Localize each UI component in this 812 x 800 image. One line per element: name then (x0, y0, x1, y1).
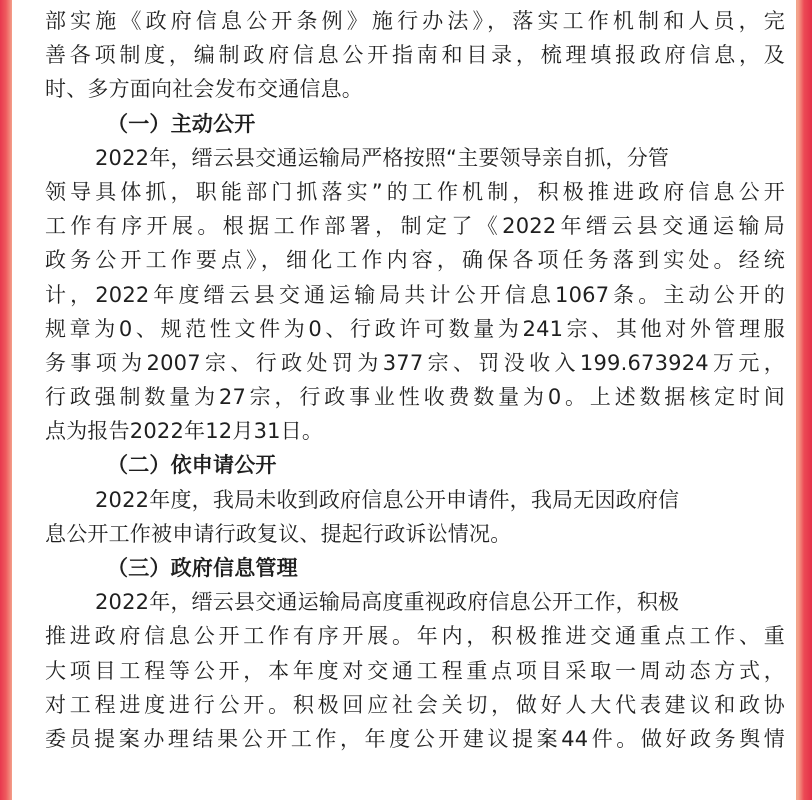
paragraph-line: 行政强制数量为27宗，行政事业性收费数量为0。上述数据核定时间 (45, 385, 785, 410)
paragraph-line: 政务公开工作要点》，细化工作内容，确保各项任务落到实处。经统 (45, 248, 785, 273)
document-body (45, 4, 785, 756)
paragraph-line: 点为报告2022年12月31日。 (45, 419, 324, 444)
paragraph-line: 务事项为2007宗、行政处罚为377宗、罚没收入199.673924万元， (45, 350, 785, 375)
paragraph-line: 善各项制度，编制政府信息公开指南和目录，梳理填报政府信息，及 (45, 43, 785, 68)
document-page (12, 0, 796, 800)
paragraph-line: 大项目工程等公开，本年度对交通工程重点项目采取一周动态方式， (45, 658, 785, 683)
paragraph-line: 2022年，缙云县交通运输局高度重视政府信息公开工作，积极 (95, 590, 680, 615)
paragraph-line: 对工程进度进行公开。积极回应社会关切，做好人大代表建议和政协 (45, 692, 785, 717)
section-heading-active-disclosure: （一）主动公开 (107, 111, 256, 136)
paragraph-line: 推进政府信息公开工作有序开展。年内，积极推进交通重点工作、重 (45, 624, 785, 649)
paragraph-line: 时、多方面向社会发布交通信息。 (45, 77, 363, 102)
paragraph-line: 委员提案办理结果公开工作，年度公开建议提案44件。做好政务舆情 (45, 726, 785, 751)
paragraph-line: 计，2022年度缙云县交通运输局共计公开信息1067条。主动公开的 (45, 282, 785, 307)
paragraph-line: 部实施《政府信息公开条例》施行办法》，落实工作机制和人员，完 (45, 9, 785, 33)
paragraph-line: 息公开工作被申请行政复议、提起行政诉讼情况。 (45, 521, 512, 546)
paragraph-line: 规章为0、规范性文件为0、行政许可数量为241宗、其他对外管理服 (45, 316, 785, 341)
paragraph-line: 2022年度，我局未收到政府信息公开申请件，我局无因政府信 (95, 487, 680, 512)
paragraph-line: 工作有序开展。根据工作部署，制定了《2022年缙云县交通运输局 (45, 214, 785, 239)
paragraph-line: 2022年，缙云县交通运输局严格按照“主要领导亲自抓，分管 (95, 145, 670, 170)
section-heading-application-disclosure: （二）依申请公开 (107, 453, 277, 478)
section-heading-information-management: （三）政府信息管理 (107, 556, 298, 580)
paragraph-line: 领导具体抓，职能部门抓落实”的工作机制，积极推进政府信息公开 (45, 179, 785, 204)
